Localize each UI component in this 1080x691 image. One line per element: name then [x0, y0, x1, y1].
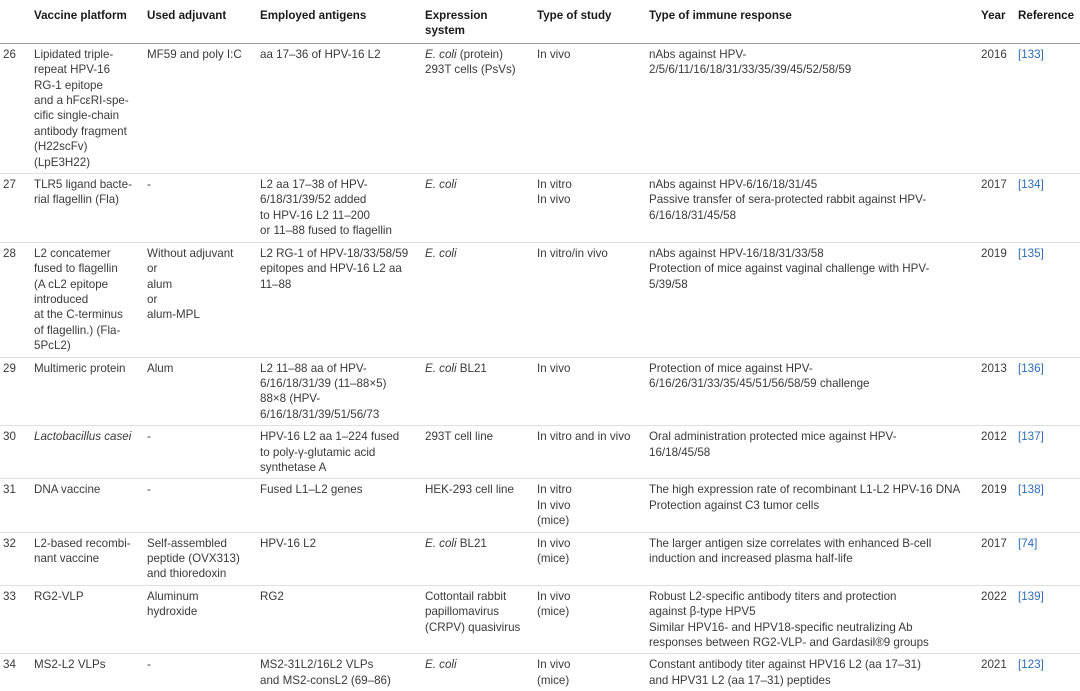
platform-cell [30, 585, 143, 654]
study-line: In vivo [537, 589, 571, 603]
antigens-line: MS2-31L2/16L2 VLPs [260, 658, 374, 672]
year-value: 2019 [981, 246, 1007, 260]
expression-cell [421, 479, 533, 532]
year-value: 2022 [981, 589, 1007, 603]
response-line: Protection of mice against HPV- [649, 361, 813, 375]
row-number-cell [0, 654, 30, 691]
platform-line: nant vaccine [34, 552, 100, 565]
platform-cell [30, 357, 143, 426]
expression-detail: 293T cells (PsVs) [425, 63, 516, 77]
row-number: 26 [3, 47, 16, 61]
adjuvant-cell [143, 174, 256, 243]
study-line: In vitro/in vivo [537, 246, 608, 260]
study-cell [533, 479, 645, 532]
antigens-line: 6/16/18/31/39/51/56/73 [260, 407, 380, 421]
platform-cell [30, 426, 143, 479]
study-cell [533, 654, 645, 691]
response-line: The high expression rate of recombinant L1-L2 HPV-16 DNA [649, 483, 961, 497]
response-line: induction and increased plasma half-life [649, 552, 853, 565]
platform-cell [30, 654, 143, 691]
antigens-cell [256, 479, 421, 532]
row-number: 31 [3, 483, 16, 497]
study-line: (mice) [537, 552, 570, 565]
header-adjuvant: Used adjuvant [143, 0, 256, 43]
response-cell [645, 532, 977, 585]
study-cell [533, 426, 645, 479]
expression-line [425, 620, 529, 635]
expression-detail: (protein) [456, 47, 503, 61]
reference-cell [1014, 585, 1080, 654]
reference-link[interactable]: [139] [1018, 589, 1044, 603]
organism-name: E. coli [425, 361, 457, 375]
response-line: Protection of mice against vaginal challenge with HPV- [649, 262, 930, 276]
study-cell [533, 43, 645, 173]
adjuvant-cell [143, 479, 256, 532]
antigens-cell [256, 242, 421, 357]
expression-line [425, 429, 529, 444]
adjuvant-line: - [147, 178, 151, 192]
response-line: Similar HPV16- and HPV18-specific neutralizing Ab [649, 620, 913, 634]
adjuvant-line: Self-assembled [147, 536, 227, 550]
antigens-line: 11–88 [260, 277, 292, 291]
row-number-cell [0, 585, 30, 654]
platform-cell [30, 242, 143, 357]
table-row [0, 532, 1080, 585]
platform-line: and a hFcεRI-spe- [34, 94, 129, 108]
response-line: 6/16/26/31/33/35/45/51/56/58/59 challenge [649, 376, 870, 390]
adjuvant-line: Alum [147, 361, 174, 375]
adjuvant-cell [143, 585, 256, 654]
study-cell [533, 585, 645, 654]
expression-cell [421, 585, 533, 654]
reference-cell [1014, 426, 1080, 479]
platform-line: MS2-L2 VLPs [34, 658, 106, 672]
row-number: 33 [3, 589, 16, 603]
response-line: and HPV31 L2 (aa 17–31) peptides [649, 673, 831, 687]
expression-detail: BL21 [456, 536, 487, 550]
header-platform: Vaccine platform [30, 0, 143, 43]
platform-line: 5PcL2) [34, 339, 71, 353]
row-number-cell [0, 357, 30, 426]
study-line: In vivo [537, 658, 571, 672]
reference-cell [1014, 242, 1080, 357]
expression-line [425, 177, 529, 192]
study-line: In vivo [537, 498, 571, 512]
header-study: Type of study [533, 0, 645, 43]
adjuvant-line: Aluminum [147, 589, 199, 603]
header-num [0, 0, 30, 43]
year-cell [977, 479, 1014, 532]
platform-line: DNA vaccine [34, 483, 101, 497]
study-cell [533, 174, 645, 243]
header-antigens: Employed antigens [256, 0, 421, 43]
study-line: In vivo [537, 193, 571, 207]
reference-link[interactable]: [134] [1018, 178, 1044, 192]
adjuvant-line: - [147, 483, 151, 497]
expression-line [425, 482, 529, 497]
response-cell [645, 479, 977, 532]
platform-line: TLR5 ligand bacte- [34, 178, 132, 192]
expression-cell [421, 532, 533, 585]
adjuvant-cell [143, 43, 256, 173]
antigens-cell [256, 585, 421, 654]
antigens-line: L2 11–88 aa of HPV- [260, 361, 367, 375]
expression-cell [421, 242, 533, 357]
adjuvant-cell [143, 242, 256, 357]
study-line: (mice) [537, 673, 570, 687]
reference-cell [1014, 174, 1080, 243]
platform-line: Multimeric protein [34, 361, 126, 375]
header-reference: Reference [1014, 0, 1080, 43]
study-line: In vitro [537, 178, 572, 192]
response-cell [645, 654, 977, 691]
platform-line: (H22scFv) [34, 140, 88, 154]
response-line: Oral administration protected mice against HPV- [649, 430, 897, 444]
year-cell [977, 585, 1014, 654]
platform-line: (LpE3H22) [34, 155, 91, 169]
response-line: Passive transfer of sera-protected rabbit against HPV- [649, 193, 927, 207]
adjuvant-line: peptide (OVX313) [147, 552, 240, 565]
study-line: In vitro and in vivo [537, 430, 631, 444]
row-number-cell [0, 426, 30, 479]
table-body [0, 43, 1080, 691]
reference-link[interactable]: [136] [1018, 361, 1044, 375]
year-value: 2016 [981, 47, 1007, 61]
organism-name: E. coli [425, 658, 457, 672]
study-line: In vitro [537, 483, 572, 497]
antigens-cell [256, 426, 421, 479]
table-row [0, 357, 1080, 426]
expression-cell [421, 654, 533, 691]
antigens-line: synthetase A [260, 460, 327, 474]
antigens-cell [256, 174, 421, 243]
reference-cell [1014, 43, 1080, 173]
reference-cell [1014, 532, 1080, 585]
antigens-line: HPV-16 L2 [260, 536, 317, 550]
response-line: nAbs against HPV- [649, 47, 747, 61]
year-value: 2012 [981, 430, 1007, 444]
expression-detail: (CRPV) quasivirus [425, 620, 521, 634]
table-row [0, 174, 1080, 243]
antigens-line: RG2 [260, 589, 284, 603]
response-line: against β-type HPV5 [649, 605, 756, 619]
study-line: In vivo [537, 536, 571, 550]
platform-line: L2 concatemer [34, 246, 111, 260]
header-row [0, 0, 1080, 43]
study-cell [533, 242, 645, 357]
table-row [0, 585, 1080, 654]
reference-link[interactable]: [133] [1018, 47, 1044, 61]
adjuvant-cell [143, 654, 256, 691]
row-number: 28 [3, 246, 16, 260]
expression-detail: Cottontail rabbit [425, 589, 507, 603]
antigens-cell [256, 532, 421, 585]
adjuvant-line: and thioredoxin [147, 567, 227, 581]
platform-cell [30, 174, 143, 243]
platform-line: repeat HPV-16 [34, 63, 111, 77]
year-cell [977, 357, 1014, 426]
platform-line: RG2-VLP [34, 589, 84, 603]
reference-link[interactable]: [138] [1018, 483, 1044, 497]
response-cell [645, 585, 977, 654]
response-line: nAbs against HPV-16/18/31/33/58 [649, 246, 824, 260]
reference-link[interactable]: [123] [1018, 658, 1044, 672]
response-line: Protection against C3 tumor cells [649, 498, 820, 512]
antigens-line: or 11–88 fused to flagellin [260, 224, 392, 238]
year-value: 2013 [981, 361, 1007, 375]
response-line: nAbs against HPV-6/16/18/31/45 [649, 178, 818, 192]
adjuvant-line: or [147, 292, 158, 306]
response-cell [645, 357, 977, 426]
header-response: Type of immune response [645, 0, 977, 43]
table-row [0, 426, 1080, 479]
expression-line [425, 47, 529, 62]
expression-line [425, 657, 529, 672]
platform-line: introduced [34, 292, 89, 306]
organism-name: E. coli [425, 246, 457, 260]
expression-line [425, 536, 529, 551]
study-cell [533, 532, 645, 585]
table-row [0, 43, 1080, 173]
reference-link[interactable]: [74] [1018, 536, 1038, 550]
year-value: 2017 [981, 178, 1007, 192]
study-line: In vivo [537, 47, 571, 61]
response-line: The larger antigen size correlates with enhanced B-cell [649, 536, 932, 550]
expression-cell [421, 174, 533, 243]
year-cell [977, 654, 1014, 691]
expression-detail: BL21 [456, 361, 487, 375]
adjuvant-cell [143, 532, 256, 585]
study-line: (mice) [537, 605, 570, 619]
study-line: In vivo [537, 361, 571, 375]
antigens-line: epitopes and HPV-16 L2 aa [260, 262, 402, 276]
row-number: 34 [3, 658, 16, 672]
row-number-cell [0, 242, 30, 357]
expression-line [425, 361, 529, 376]
reference-cell [1014, 357, 1080, 426]
expression-detail: papillomavirus [425, 605, 500, 619]
organism-name: E. coli [425, 178, 457, 192]
response-cell [645, 174, 977, 243]
antigens-line: aa 17–36 of HPV-16 L2 [260, 47, 381, 61]
expression-cell [421, 426, 533, 479]
table-row [0, 479, 1080, 532]
table-row [0, 242, 1080, 357]
antigens-line: 6/18/31/39/52 added [260, 193, 367, 207]
expression-detail: HEK-293 cell line [425, 483, 514, 497]
antigens-line: 6/16/18/31/39 (11–88×5) [260, 376, 387, 390]
study-line: (mice) [537, 514, 570, 528]
antigens-line: 88×8 (HPV- [260, 392, 321, 406]
adjuvant-line: alum-MPL [147, 308, 200, 322]
expression-line [425, 246, 529, 261]
response-line: 6/16/18/31/45/58 [649, 208, 737, 222]
row-number-cell [0, 174, 30, 243]
platform-line: Lactobacillus casei [34, 430, 132, 444]
reference-cell [1014, 654, 1080, 691]
year-cell [977, 242, 1014, 357]
row-number: 30 [3, 430, 16, 444]
platform-cell [30, 43, 143, 173]
response-cell [645, 43, 977, 173]
platform-line: at the C-terminus [34, 308, 123, 322]
antigens-cell [256, 357, 421, 426]
antigens-line: L2 RG-1 of HPV-18/33/58/59 [260, 246, 409, 260]
adjuvant-line: alum [147, 277, 173, 291]
antigens-line: L2 aa 17–38 of HPV- [260, 178, 368, 192]
platform-line: Lipidated triple- [34, 47, 114, 61]
response-line: 5/39/58 [649, 277, 688, 291]
organism-name: E. coli [425, 536, 457, 550]
year-value: 2019 [981, 483, 1007, 497]
adjuvant-line: - [147, 658, 151, 672]
year-value: 2021 [981, 658, 1007, 672]
reference-link[interactable]: [135] [1018, 246, 1044, 260]
adjuvant-line: Without adjuvant [147, 246, 234, 260]
response-line: 2/5/6/11/16/18/31/33/35/39/45/52/58/59 [649, 63, 852, 77]
antigens-line: HPV-16 L2 aa 1–224 fused [260, 430, 400, 444]
adjuvant-cell [143, 357, 256, 426]
row-number: 27 [3, 178, 16, 192]
adjuvant-line: hydroxide [147, 605, 198, 619]
year-cell [977, 174, 1014, 243]
platform-line: antibody fragment [34, 124, 127, 138]
expression-line [425, 604, 529, 619]
row-number: 32 [3, 536, 16, 550]
table-row [0, 654, 1080, 691]
expression-detail: 293T cell line [425, 430, 494, 444]
platform-cell [30, 479, 143, 532]
row-number-cell [0, 532, 30, 585]
response-line: Robust L2-specific antibody titers and protection [649, 589, 897, 603]
response-line: 16/18/45/58 [649, 445, 711, 459]
expression-line [425, 589, 529, 604]
header-expression: Expression system [421, 0, 533, 43]
platform-cell [30, 532, 143, 585]
platform-line: (A cL2 epitope [34, 277, 109, 291]
platform-line: cific single-chain [34, 109, 120, 123]
study-cell [533, 357, 645, 426]
year-value: 2017 [981, 536, 1007, 550]
reference-cell [1014, 479, 1080, 532]
row-number: 29 [3, 361, 16, 375]
year-cell [977, 532, 1014, 585]
platform-line: fused to flagellin [34, 262, 118, 276]
antigens-line: to HPV-16 L2 11–200 [260, 208, 371, 222]
row-number-cell [0, 479, 30, 532]
expression-cell [421, 43, 533, 173]
response-line: responses between RG2-VLP- and Gardasil®9 groups [649, 636, 929, 650]
adjuvant-line: MF59 and poly I:C [147, 47, 242, 61]
year-cell [977, 43, 1014, 173]
response-cell [645, 242, 977, 357]
response-cell [645, 426, 977, 479]
year-cell [977, 426, 1014, 479]
organism-name: E. coli [425, 47, 457, 61]
adjuvant-line: - [147, 430, 151, 444]
response-line: Constant antibody titer against HPV16 L2 (aa 17–31) [649, 658, 921, 672]
platform-line: rial flagellin (Fla) [34, 193, 120, 207]
reference-link[interactable]: [137] [1018, 430, 1044, 444]
antigens-cell [256, 654, 421, 691]
adjuvant-line: or [147, 262, 158, 276]
header-year: Year [977, 0, 1014, 43]
platform-line: RG-1 epitope [34, 78, 103, 92]
platform-line: L2-based recombi- [34, 536, 131, 550]
antigens-line: to poly-γ-glutamic acid [260, 445, 376, 459]
antigens-line: and MS2-consL2 (69–86) [260, 673, 391, 687]
expression-cell [421, 357, 533, 426]
platform-line: of flagellin.) (Fla- [34, 323, 121, 337]
antigens-line: Fused L1–L2 genes [260, 483, 363, 497]
adjuvant-cell [143, 426, 256, 479]
antigens-cell [256, 43, 421, 173]
row-number-cell [0, 43, 30, 173]
expression-line [425, 62, 529, 77]
